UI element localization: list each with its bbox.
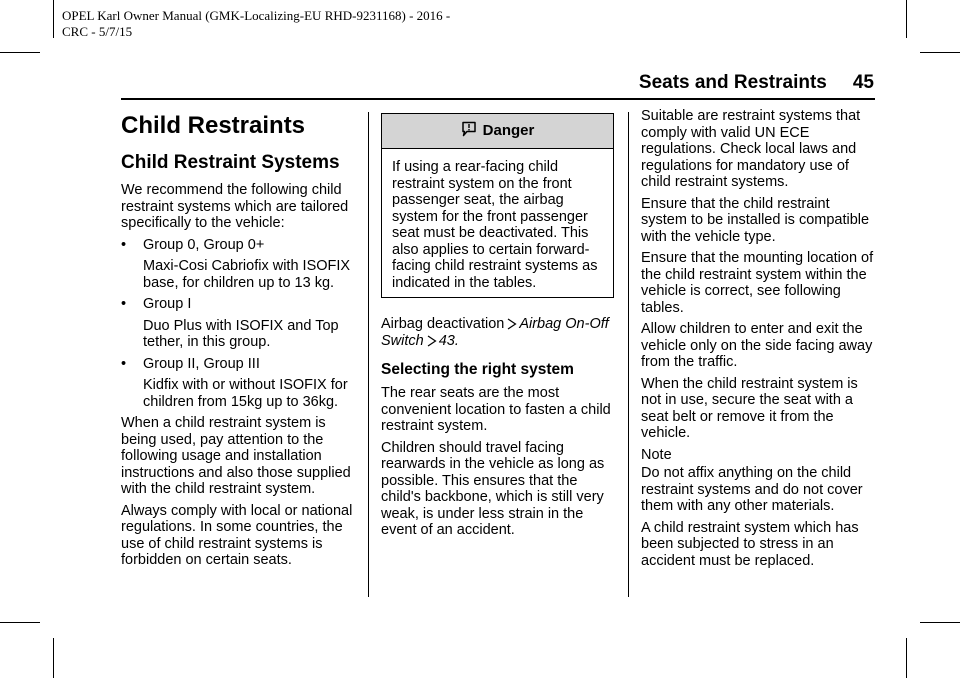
danger-box <box>381 113 614 298</box>
crop-mark <box>920 622 960 623</box>
crop-mark <box>906 0 907 38</box>
page-reference-arrow-icon <box>427 333 437 350</box>
regulations-paragraph: Always comply with local or national regulations. In some countries, the use of child restraint systems is forbidden on certain seats. <box>121 502 353 568</box>
group-label: Group 0, Group 0+ <box>143 236 265 253</box>
replacement-paragraph: A child restraint system which has been subjected to stress in an accident must be replaced. <box>641 519 859 569</box>
group-detail: Duo Plus with ISOFIX and Top tether, in this group. <box>143 317 339 350</box>
print-metadata-line: OPEL Karl Owner Manual (GMK-Localizing-EU RHD-9231168) - 2016 - <box>62 8 451 23</box>
print-metadata-line: CRC - 5/7/15 <box>62 24 133 39</box>
column-divider <box>368 112 369 597</box>
crop-mark <box>906 638 907 678</box>
usage-paragraph: When a child restraint system is being used, pay attention to the following usage and installation instructions and also those supplied with the child restraint system. <box>121 415 351 497</box>
compatibility-paragraph: Ensure that the child restraint system to be installed is compatible with the vehicle type. <box>641 195 870 245</box>
column-2 <box>381 108 614 544</box>
group-detail: Maxi-Cosi Cabriofix with ISOFIX base, for children up to 13 kg. <box>143 258 351 291</box>
group-detail: Kidfix with or without ISOFIX for children from 15kg up to 36kg. <box>143 377 348 410</box>
group-label: Group II, Group III <box>143 355 260 372</box>
danger-title: Danger <box>482 122 535 139</box>
un-ece-paragraph: Suitable are restraint systems that comply with valid UN ECE regulations. Check local laws and regulations for mandatory use of child restraint systems. <box>641 108 861 190</box>
print-metadata <box>62 8 450 40</box>
section-heading: Child Restraint Systems <box>121 152 340 173</box>
crop-mark <box>920 52 960 53</box>
rear-seats-paragraph: The rear seats are the most convenient location to fasten a child restraint system. <box>381 385 611 434</box>
crop-mark <box>0 622 40 623</box>
list-item <box>121 296 356 313</box>
page-reference-arrow-icon <box>507 316 517 333</box>
traffic-side-paragraph: Allow children to enter and exit the vehicle only on the side facing away from the traffic. <box>641 321 873 370</box>
group-label: Group I <box>143 296 192 312</box>
chapter-heading: Child Restraints <box>121 112 306 139</box>
warning-speech-bubble-icon <box>461 122 483 139</box>
section-title: Seats and Restraints <box>638 72 827 93</box>
column-1 <box>121 108 356 574</box>
page-number: 45 <box>852 72 874 93</box>
airbag-reference <box>381 316 614 349</box>
crop-mark <box>53 0 54 38</box>
bullet-mark: • <box>121 236 127 253</box>
note-label: Note <box>641 446 672 463</box>
column-divider <box>628 112 629 597</box>
subsection-heading: Selecting the right system <box>381 361 574 378</box>
bullet-mark: • <box>121 296 127 312</box>
reference-prefix: Airbag deactivation <box>381 316 505 332</box>
mounting-paragraph: Ensure that the mounting location of the child restraint system within the vehicle is correct, see following tables. <box>641 250 874 316</box>
running-head <box>639 72 874 94</box>
note-text: Do not affix anything on the child restraint systems and do not cover them with any other materials. <box>641 465 863 514</box>
list-item <box>121 237 356 254</box>
header-rule <box>121 98 875 100</box>
column-3 <box>641 108 877 574</box>
danger-text: If using a rear-facing child restraint system on the front passenger seat, the airbag system for the front passenger seat must be deactivated. This also applies to certain forward-facing child restraint systems as indicated in the tables. <box>392 159 598 291</box>
reference-link[interactable]: Airbag On-Off Switch <box>381 316 609 349</box>
rearward-facing-paragraph: Children should travel facing rearwards in the vehicle as long as possible. This ensures that the child's backbone, which is still very weak, is under less strain in the event of an accident. <box>381 439 605 538</box>
not-in-use-paragraph: When the child restraint system is not in use, secure the seat with a seat belt or remove it from the vehicle. <box>641 375 858 441</box>
crop-mark <box>0 52 40 53</box>
list-item <box>121 356 356 373</box>
intro-paragraph: We recommend the following child restraint systems which are tailored specifically to the vehicle: <box>121 182 349 231</box>
danger-header <box>382 114 613 149</box>
reference-page[interactable]: 43 <box>438 332 455 349</box>
crop-mark <box>53 638 54 678</box>
reference-end: . <box>454 332 459 349</box>
bullet-mark: • <box>121 355 127 372</box>
